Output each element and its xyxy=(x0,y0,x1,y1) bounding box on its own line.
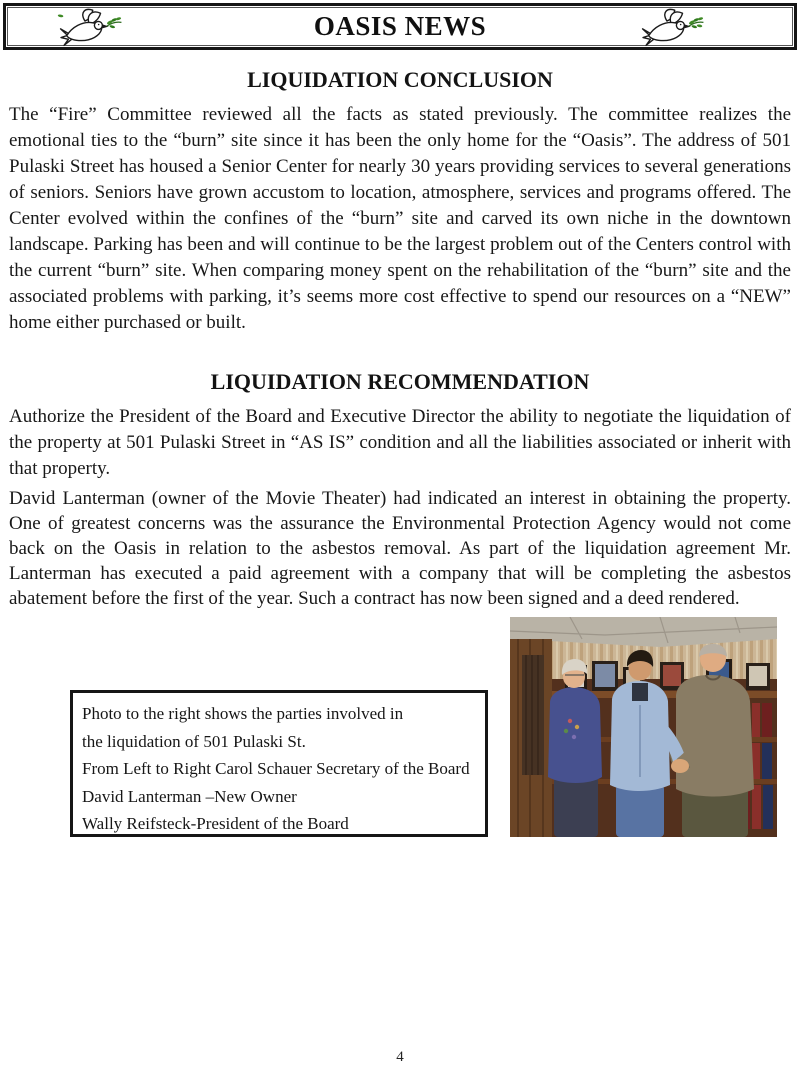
liquidation-photo xyxy=(510,617,777,837)
photo-handshake xyxy=(671,759,689,773)
recommendation-paragraph-1: Authorize the President of the Board and Executive Director the ability to negotiate the liquidation of the property at 501 Pulaski Street in “AS IS” condition and all the liabilities associated or inherit with that property. xyxy=(9,406,791,479)
newsletter-title: OASIS NEWS xyxy=(313,11,487,41)
caption-line: Photo to the right shows the parties involved in xyxy=(82,704,404,723)
recommendation-paragraph-2: David Lanterman (owner of the Movie Theater) had indicated an interest in obtaining the property. One of greatest concerns was the assurance the Environmental Protection Agency would not come back on the Oasis in relation to the asbestos removal. As part of the liquidation agreement Mr. Lanterman has executed a paid agreement with a company that will be completing the asbestos abatement before the first of the year. Such a contract has now been signed and a deed rendered. xyxy=(9,488,791,609)
caption-line: the liquidation of 501 Pulaski St. xyxy=(82,731,306,751)
dove-olive-branch-icon xyxy=(638,8,708,48)
photo-caption-box xyxy=(70,690,488,837)
conclusion-paragraph: The “Fire” Committee reviewed all the facts as stated previously. The committee realizes the emotional ties to the “burn” site since it has been the only home for the “Oasis”. The address of 501 Pulaski Street has housed a Senior Center for nearly 30 years providing services to several generations of seniors. Seniors have grown accustom to location, atmosphere, services and programs offered. The Center evolved within the confines of the “burn” site and carved its own niche in the downtown landscape. Parking has been and will continue to be the largest problem out of the Centers control with the current “burn” site. When comparing money spent on the rehabilitation of the “burn” site and the associated problems with parking, it’s seems more cost effective to spend our resources on a “NEW” home either purchased or built. xyxy=(9,104,791,333)
section-heading-liquidation-recommendation: LIQUIDATION RECOMMENDATION xyxy=(210,369,590,394)
newsletter-masthead xyxy=(3,3,797,50)
olive-branch xyxy=(688,17,703,29)
section-heading-liquidation-conclusion: LIQUIDATION CONCLUSION xyxy=(247,67,553,92)
caption-line: Wally Reifsteck-President of the Board xyxy=(82,814,349,833)
caption-line: From Left to Right Carol Schauer Secretary of the Board xyxy=(82,759,470,778)
page-number: 4 xyxy=(396,1049,404,1065)
caption-line: David Lanterman –New Owner xyxy=(82,786,297,806)
photo-wood-panel xyxy=(510,639,552,837)
